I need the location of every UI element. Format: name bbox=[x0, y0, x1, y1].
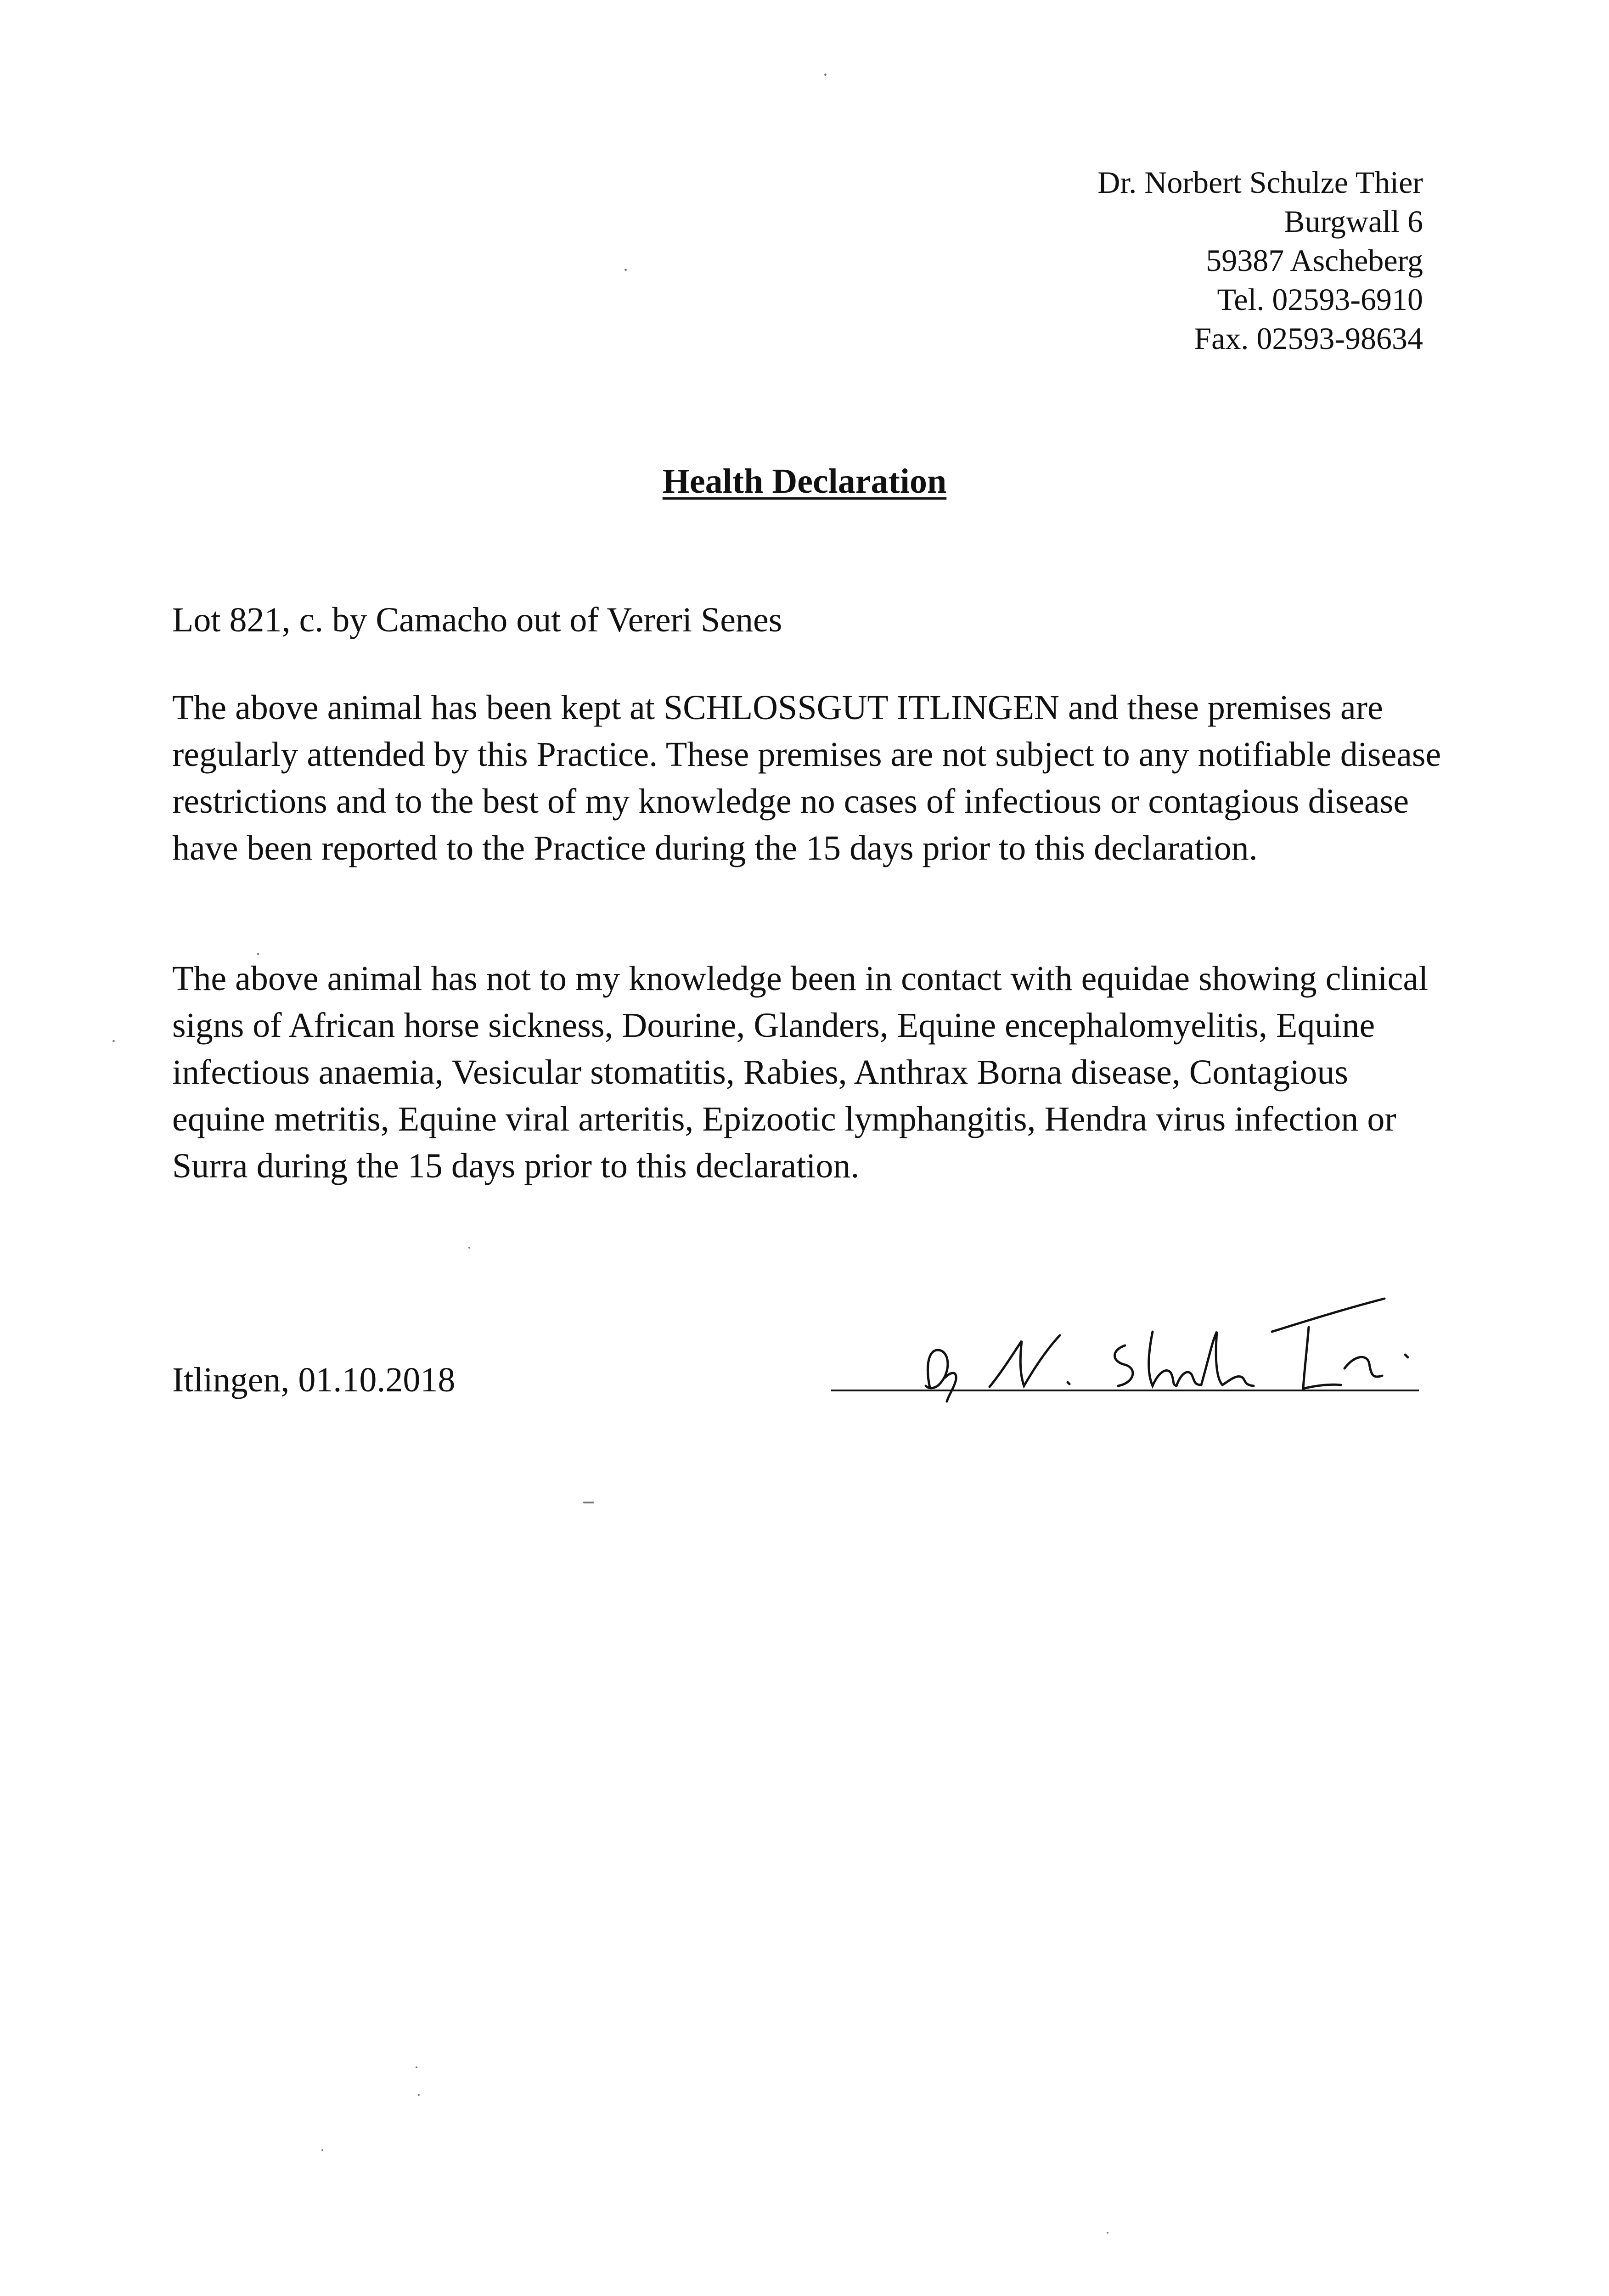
scan-speck bbox=[468, 1247, 470, 1249]
scan-speck bbox=[257, 953, 259, 955]
scan-speck bbox=[1107, 2232, 1108, 2234]
scan-speck bbox=[624, 269, 627, 271]
sender-tel: Tel. 02593-6910 bbox=[1217, 282, 1423, 317]
sender-address-block bbox=[1097, 163, 1423, 358]
paragraph-contact: The above animal has not to my knowledge been in contact with equidae showing clinical signs of African horse sickness, Dourine, Glanders, Equine encephalomyelitis, Equine infectious anaemia, Vesicular stomatitis, Rabies, Anthrax Borna disease, Contagious equine metritis, Equine viral arteritis, Epizootic lymphangitis, Hendra virus infection or Surra during the 15 days prior to this declaration. bbox=[172, 959, 1429, 1185]
signature-n-stroke bbox=[990, 1335, 1069, 1387]
scan-speck bbox=[418, 2094, 420, 2096]
paragraph-premises: The above animal has been kept at SCHLOSSGUT ITLINGEN and these premises are regularly attended by this Practice. These premises are not subject to any notifiable disease restrictions and to the best of my knowledge no cases of infectious or contagious disease have been reported to the Practice during the 15 days prior to this declaration. bbox=[172, 688, 1441, 867]
sender-name: Dr. Norbert Schulze Thier bbox=[1097, 165, 1423, 200]
signature-schulze-stroke bbox=[1115, 1332, 1254, 1386]
scan-speck bbox=[321, 2149, 323, 2151]
sender-street: Burgwall 6 bbox=[1284, 204, 1423, 239]
signature-thier-stroke bbox=[1272, 1299, 1408, 1389]
scan-speck bbox=[824, 73, 827, 76]
signature-dr-stroke bbox=[926, 1350, 956, 1401]
sender-fax: Fax. 02593-98634 bbox=[1194, 321, 1423, 356]
scan-speck bbox=[113, 1040, 115, 1042]
scan-speck bbox=[416, 2066, 417, 2068]
document-title: Health Declaration bbox=[662, 462, 947, 501]
lot-line: Lot 821, c. by Camacho out of Vereri Senes bbox=[172, 601, 782, 639]
place-date: Itlingen, 01.10.2018 bbox=[172, 1361, 456, 1399]
sender-city: 59387 Ascheberg bbox=[1206, 243, 1423, 278]
signature-image bbox=[831, 1281, 1520, 1419]
scan-speck bbox=[583, 1502, 594, 1503]
